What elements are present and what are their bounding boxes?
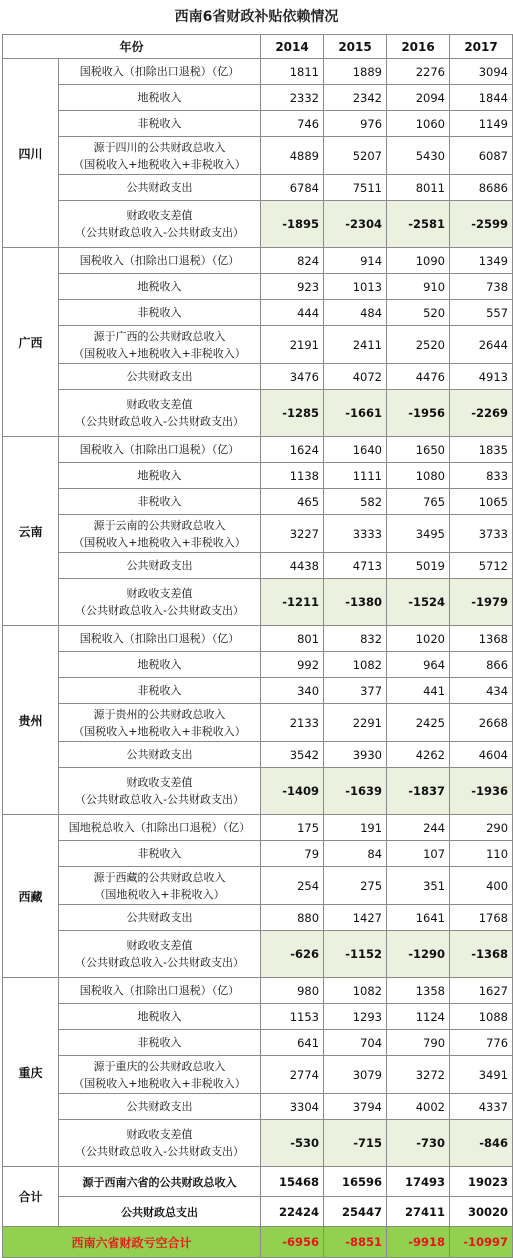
row-label [59,1056,261,1094]
value-cell: 1889 [324,59,387,85]
row-label [59,111,261,137]
value-cell: -1837 [387,768,450,815]
province-name: 西藏 [3,815,59,978]
row-label-line: 财政收支差值 [126,587,193,600]
row-label-line: 公共财政支出 [126,1100,193,1113]
value-cell: 1844 [450,85,513,111]
row-label-line: 源于重庆的公共财政总收入 [93,1059,226,1073]
value-cell: -1211 [261,579,324,626]
value-cell: -1290 [387,931,450,978]
value-cell: 1811 [261,59,324,85]
value-cell: 4476 [387,364,450,390]
value-cell: 1640 [324,437,387,463]
value-cell: 5430 [387,137,450,175]
table-row [3,905,513,931]
value-cell: 1650 [387,437,450,463]
row-label-line: 非税收入 [137,117,182,130]
row-label [59,300,261,326]
row-label-line: 国税收入（扣除出口退税）（亿） [79,632,240,645]
province-name: 云南 [3,437,59,626]
table-row [3,579,513,626]
value-cell: 1080 [387,463,450,489]
value-cell: 5207 [324,137,387,175]
value-cell: 465 [261,489,324,515]
row-label [59,742,261,768]
value-cell: 790 [387,1030,450,1056]
value-cell: 964 [387,652,450,678]
row-label [59,553,261,579]
total-name: 合计 [3,1167,59,1227]
row-label-line: 公共财政支出 [126,911,193,924]
province-name: 广西 [3,248,59,437]
row-label [59,437,261,463]
row-label [59,274,261,300]
value-cell: -1639 [324,768,387,815]
row-label-line: 非税收入 [137,306,182,319]
province-name: 重庆 [3,978,59,1167]
row-label-line: 地税收入 [137,1010,182,1023]
table-row [3,768,513,815]
value-cell: 557 [450,300,513,326]
value-cell: 2774 [261,1056,324,1094]
value-cell: 22424 [261,1197,324,1227]
value-cell: 3227 [261,515,324,553]
table-row [3,175,513,201]
year-header: 2015 [324,35,387,59]
value-cell: 2644 [450,326,513,364]
value-cell: 704 [324,1030,387,1056]
value-cell: -1380 [324,579,387,626]
table-row [3,274,513,300]
year-header: 2016 [387,35,450,59]
value-cell: 910 [387,274,450,300]
row-label-line: 地税收入 [137,469,182,482]
value-cell: -2304 [324,201,387,248]
value-cell: 824 [261,248,324,274]
row-label [59,931,261,978]
value-cell: -1524 [387,579,450,626]
final-value-cell: -10997 [450,1227,513,1258]
value-cell: 484 [324,300,387,326]
value-cell: 1627 [450,978,513,1004]
row-label-line: 财政收支差值 [126,209,193,222]
table-row [3,111,513,137]
row-label [59,515,261,553]
row-label-line: 国地税总收入（扣除出口退税）（亿） [68,821,251,834]
row-label [59,815,261,841]
table-row [3,300,513,326]
total-row [3,1167,513,1197]
row-label-line: （国税收入+地税收入+非税收入） [73,724,246,738]
table-row [3,137,513,175]
value-cell: -2269 [450,390,513,437]
row-label-line: 非税收入 [137,495,182,508]
value-cell: 3930 [324,742,387,768]
row-label-line: 公共财政支出 [126,748,193,761]
value-cell: 2520 [387,326,450,364]
row-label-line: （国税收入+地税收入+非税收入） [73,535,246,549]
row-label [59,626,261,652]
value-cell: 980 [261,978,324,1004]
table-row [3,390,513,437]
row-label [59,390,261,437]
value-cell: 582 [324,489,387,515]
value-cell: 79 [261,841,324,867]
year-header: 2014 [261,35,324,59]
row-label-line: （公共财政总收入-公共财政支出） [75,226,244,239]
table-row [3,626,513,652]
row-label-line: 源于四川的公共财政总收入 [93,140,226,154]
table-row [3,463,513,489]
value-cell: 3491 [450,1056,513,1094]
value-cell: 25447 [324,1197,387,1227]
table-row [3,553,513,579]
year-header: 2017 [450,35,513,59]
value-cell: 191 [324,815,387,841]
value-cell: 290 [450,815,513,841]
value-cell: -1152 [324,931,387,978]
row-label-line: 源于云南的公共财政总收入 [93,518,226,532]
value-cell: 5712 [450,553,513,579]
row-label-line: 非税收入 [137,847,182,860]
value-cell: 776 [450,1030,513,1056]
table-row [3,201,513,248]
header-row [3,35,513,59]
table-row [3,326,513,364]
value-cell: 3476 [261,364,324,390]
row-label-line: （国地税收入+非税收入） [94,887,225,901]
value-cell: 6087 [450,137,513,175]
value-cell: 254 [261,867,324,905]
value-cell: 340 [261,678,324,704]
value-cell: 434 [450,678,513,704]
row-label-line: 国税收入（扣除出口退税）（亿） [79,254,240,267]
value-cell: 275 [324,867,387,905]
value-cell: 244 [387,815,450,841]
value-cell: 2332 [261,85,324,111]
row-label [59,678,261,704]
value-cell: 746 [261,111,324,137]
row-label [59,978,261,1004]
row-label [59,1094,261,1120]
row-label-line: 地税收入 [137,280,182,293]
value-cell: 30020 [450,1197,513,1227]
value-cell: 1835 [450,437,513,463]
value-cell: 1020 [387,626,450,652]
value-cell: 107 [387,841,450,867]
row-label-line: 公共财政支出 [126,559,193,572]
value-cell: 1065 [450,489,513,515]
row-label [59,841,261,867]
value-cell: 801 [261,626,324,652]
value-cell: 1153 [261,1004,324,1030]
row-label-line: （公共财政总收入-公共财政支出） [75,793,244,806]
value-cell: -846 [450,1120,513,1167]
row-label [59,1120,261,1167]
header-label: 年份 [3,35,261,59]
table-row [3,59,513,85]
row-label-line: 源于贵州的公共财政总收入 [93,707,226,721]
row-label-line: 地税收入 [137,91,182,104]
value-cell: 19023 [450,1167,513,1197]
table-row [3,867,513,905]
value-cell: 738 [450,274,513,300]
value-cell: -1895 [261,201,324,248]
value-cell: 2276 [387,59,450,85]
value-cell: 4337 [450,1094,513,1120]
row-label-line: 地税收入 [137,658,182,671]
value-cell: 4262 [387,742,450,768]
value-cell: -1979 [450,579,513,626]
value-cell: 520 [387,300,450,326]
table-row [3,85,513,111]
value-cell: 16596 [324,1167,387,1197]
value-cell: 444 [261,300,324,326]
row-label-line: （公共财政总收入-公共财政支出） [75,604,244,617]
value-cell: 7511 [324,175,387,201]
final-value-cell: -6956 [261,1227,324,1258]
row-label [59,326,261,364]
value-cell: 27411 [387,1197,450,1227]
value-cell: -1956 [387,390,450,437]
row-label-line: 财政收支差值 [126,398,193,411]
row-label-line: （国税收入+地税收入+非税收入） [73,1076,246,1090]
table-row [3,1120,513,1167]
value-cell: -1368 [450,931,513,978]
value-cell: -1661 [324,390,387,437]
fiscal-table [2,34,513,1258]
value-cell: 1368 [450,626,513,652]
value-cell: 2425 [387,704,450,742]
value-cell: 832 [324,626,387,652]
row-label [59,59,261,85]
value-cell: 4713 [324,553,387,579]
value-cell: 4002 [387,1094,450,1120]
row-label [59,1004,261,1030]
value-cell: 175 [261,815,324,841]
value-cell: 1358 [387,978,450,1004]
value-cell: -730 [387,1120,450,1167]
value-cell: 1082 [324,978,387,1004]
value-cell: 4072 [324,364,387,390]
value-cell: -2581 [387,201,450,248]
value-cell: 351 [387,867,450,905]
total-label: 公共财政总支出 [59,1197,261,1227]
row-label [59,867,261,905]
value-cell: 3333 [324,515,387,553]
row-label [59,85,261,111]
value-cell: 3304 [261,1094,324,1120]
row-label-line: 国税收入（扣除出口退税）（亿） [79,443,240,456]
row-label-line: （公共财政总收入-公共财政支出） [75,956,244,969]
row-label-line: 国税收入（扣除出口退税）（亿） [79,984,240,997]
row-label [59,463,261,489]
value-cell: 2133 [261,704,324,742]
final-value-cell: -9918 [387,1227,450,1258]
value-cell: 3733 [450,515,513,553]
value-cell: 8686 [450,175,513,201]
value-cell: 2411 [324,326,387,364]
value-cell: 17493 [387,1167,450,1197]
total-row [3,1197,513,1227]
row-label [59,1030,261,1056]
total-label: 源于西南六省的公共财政总收入 [59,1167,261,1197]
value-cell: 84 [324,841,387,867]
value-cell: 1427 [324,905,387,931]
value-cell: 5019 [387,553,450,579]
value-cell: 400 [450,867,513,905]
value-cell: 641 [261,1030,324,1056]
row-label-line: 财政收支差值 [126,939,193,952]
value-cell: -530 [261,1120,324,1167]
value-cell: 3542 [261,742,324,768]
value-cell: 4604 [450,742,513,768]
row-label [59,905,261,931]
value-cell: 4889 [261,137,324,175]
row-label [59,768,261,815]
table-row [3,364,513,390]
final-total-row [3,1227,513,1258]
row-label-line: 非税收入 [137,684,182,697]
row-label [59,652,261,678]
value-cell: 1768 [450,905,513,931]
row-label [59,704,261,742]
row-label-line: （公共财政总收入-公共财政支出） [75,1145,244,1158]
table-row [3,515,513,553]
table-row [3,931,513,978]
value-cell: 110 [450,841,513,867]
value-cell: 976 [324,111,387,137]
value-cell: 765 [387,489,450,515]
value-cell: 3495 [387,515,450,553]
value-cell: 923 [261,274,324,300]
value-cell: 1090 [387,248,450,274]
row-label [59,364,261,390]
final-total-label: 西南六省财政亏空合计 [3,1227,261,1258]
table-row [3,678,513,704]
value-cell: 1124 [387,1004,450,1030]
row-label-line: 源于广西的公共财政总收入 [93,329,226,343]
row-label-line: 公共财政支出 [126,370,193,383]
value-cell: 2191 [261,326,324,364]
value-cell: -715 [324,1120,387,1167]
value-cell: 3794 [324,1094,387,1120]
table-row [3,978,513,1004]
row-label-line: 公共财政支出 [126,181,193,194]
value-cell: 377 [324,678,387,704]
row-label [59,201,261,248]
row-label-line: （公共财政总收入-公共财政支出） [75,415,244,428]
table-row [3,841,513,867]
table-row [3,652,513,678]
row-label-line: （国税收入+地税收入+非税收入） [73,157,246,171]
value-cell: 1013 [324,274,387,300]
value-cell: -1936 [450,768,513,815]
value-cell: 833 [450,463,513,489]
value-cell: 2291 [324,704,387,742]
value-cell: -626 [261,931,324,978]
row-label-line: 财政收支差值 [126,776,193,789]
table-row [3,742,513,768]
value-cell: 1293 [324,1004,387,1030]
value-cell: 914 [324,248,387,274]
value-cell: 1624 [261,437,324,463]
value-cell: 3079 [324,1056,387,1094]
table-row [3,704,513,742]
value-cell: 4438 [261,553,324,579]
value-cell: 1349 [450,248,513,274]
value-cell: 15468 [261,1167,324,1197]
value-cell: 2668 [450,704,513,742]
value-cell: 2094 [387,85,450,111]
value-cell: 2342 [324,85,387,111]
table-row [3,1056,513,1094]
value-cell: -1409 [261,768,324,815]
row-label-line: 源于西藏的公共财政总收入 [93,870,226,884]
value-cell: 441 [387,678,450,704]
row-label [59,248,261,274]
value-cell: 1088 [450,1004,513,1030]
value-cell: 6784 [261,175,324,201]
value-cell: 880 [261,905,324,931]
row-label [59,579,261,626]
value-cell: 8011 [387,175,450,201]
table-row [3,489,513,515]
value-cell: 1641 [387,905,450,931]
row-label-line: 非税收入 [137,1036,182,1049]
row-label [59,489,261,515]
province-name: 贵州 [3,626,59,815]
row-label [59,175,261,201]
value-cell: 1060 [387,111,450,137]
value-cell: 992 [261,652,324,678]
page-title: 西南6省财政补贴依赖情况 [174,9,339,25]
value-cell: -2599 [450,201,513,248]
value-cell: 1082 [324,652,387,678]
table-row [3,815,513,841]
row-label-line: （国税收入+地税收入+非税收入） [73,346,246,360]
table-row [3,1030,513,1056]
final-value-cell: -8851 [324,1227,387,1258]
value-cell: 866 [450,652,513,678]
province-name: 四川 [3,59,59,248]
table-row [3,437,513,463]
value-cell: 1111 [324,463,387,489]
table-row [3,248,513,274]
table-row [3,1094,513,1120]
table-row [3,1004,513,1030]
row-label-line: 财政收支差值 [126,1128,193,1141]
value-cell: 3272 [387,1056,450,1094]
row-label [59,137,261,175]
row-label-line: 国税收入（扣除出口退税）（亿） [79,65,240,78]
value-cell: 3094 [450,59,513,85]
value-cell: 4913 [450,364,513,390]
value-cell: 1149 [450,111,513,137]
value-cell: -1285 [261,390,324,437]
value-cell: 1138 [261,463,324,489]
